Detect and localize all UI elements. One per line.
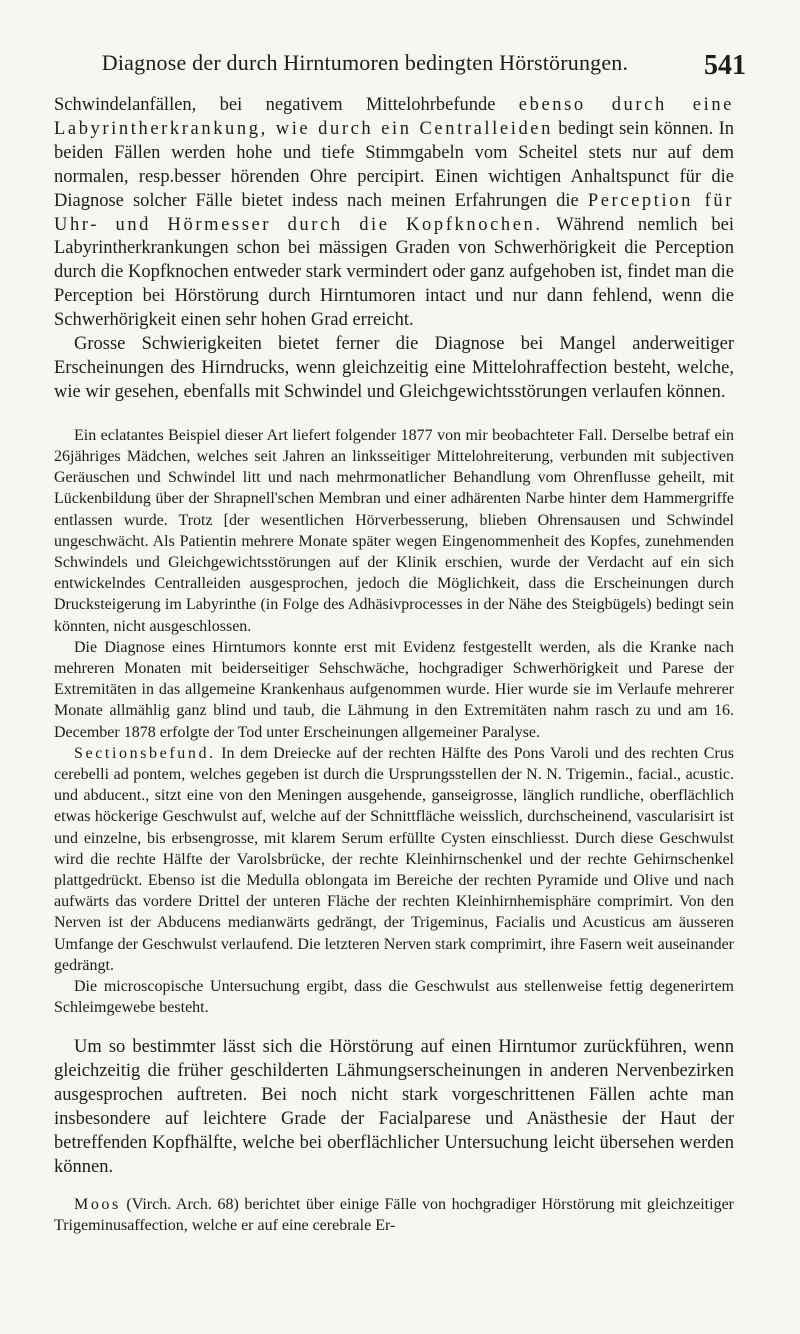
text-run: Um so bestimmter lässt sich die Hörstörung auf einen Hirntumor zurückführen, wenn gleichzeitig die früher geschilderten Lähmungserscheinungen in anderen Nervenbezirken ausgesprochen auftreten. Bei noch nicht stark vorgeschrittenen Fällen achte man insbesondere auf leichtere Grade der Facialparese und Anästhesie der Haut der betreffenden Kopfhälfte, welche bei oberflächlicher Untersuchung leicht übersehen werden können. <box>54 1037 734 1177</box>
running-head <box>54 50 746 84</box>
text-run: Die microscopische Untersuchung ergibt, dass die Geschwulst aus stellenweise fettig degenerirtem Schleimgewebe besteht. <box>54 978 734 1017</box>
paragraph <box>54 333 734 405</box>
paragraph <box>54 743 734 976</box>
text-run: Schwindelanfällen, bei negativem Mittelohrbefunde <box>54 95 519 115</box>
running-title: Diagnose der durch Hirntumoren bedingten Hörstörungen. <box>101 50 629 75</box>
spaced-emphasis: Sectionsbefund. <box>74 744 216 762</box>
text-run: Die Diagnose eines Hirntumors konnte erst mit Evidenz festgestellt werden, als die Kranke nach mehreren Monaten mit beiderseitiger Sehschwäche, hochgradiger Schwerhörigkeit und Parese der Extremitäten in das allgemeine Krankenhaus aufgenommen wurde. Hier wurde sie im Verlaufe mehrerer Monate allmählig ganz blind und taub, die Lähmung in den Extremitäten nahm rasch zu und am 16. December 1878 erfolgte der Tod unter Erscheinungen allgemeiner Paralyse. <box>54 638 734 741</box>
body-text <box>54 94 734 1236</box>
text-run: Ein eclatantes Beispiel dieser Art liefert folgender 1877 von mir beobachteter Fall. Derselbe betraf ein 26jähriges Mädchen, welches seit Jahren an linksseitiger Mittelohreiterung, verbunden mit subjectiven Geräuschen und Schwindel litt und nach mehrmonatlicher Behandlung vom Ohrenflusse geheilt, mit Lückenbildung über der Shrapnell'schen Membran und einer adhärenten Narbe hinter dem Hammergriffe entlassen wurde. Trotz [der wesentlichen Hörverbesserung, blieben Ohrensausen und Schwindel ungeschwächt. Als Patientin mehrere Monate später wegen Eingenommenheit des Kopfes, zunehmenden Schwindels und Gleichgewichtsstörungen auf der Klinik erschien, wurde der Verdacht auf ein sich entwickelndes Centralleiden ausgesprochen, jedoch die Möglichkeit, dass die Erscheinungen durch Drucksteigerung im Labyrinthe (in Folge des Adhäsivprocesses in der Nähe des Steigbügels) bedingt sein könnten, nicht ausgeschlossen. <box>54 426 734 635</box>
paragraph <box>54 1036 734 1179</box>
text-run: In dem Dreiecke auf der rechten Hälfte des Pons Varoli und des rechten Crus cerebelli ad pontem, welches gegeben ist durch die Ursprungsstellen der N. N. Trigemin., facial., acustic. und abducent., sitzt eine von den Meningen ausgehende, ganseigrosse, länglich rundliche, oberflächlich etwas höckerige Geschwulst auf, welche auf der Schnittfläche weisslich, durchscheinend, vascularisirt ist und einzelne, bis erbsengrosse, mit klarem Serum erfüllte Cysten einschliesst. Durch diese Geschwulst wird die rechte Hälfte der Varolsbrücke, der rechte Kleinhirnschenkel und der rechte Gehirnschenkel plattgedrückt. Ebenso ist die Medulla oblongata im Bereiche der rechten Pyramide und Olive und nach aufwärts das vordere Drittel der unteren Fläche der rechten Kleinhirnhemisphäre comprimirt. Von den Nerven ist der Abducens medianwärts gedrängt, der Trigeminus, Facialis und Acusticus am äusseren Umfange der Geschwulst verlaufend. Die letzteren Nerven stark comprimirt, ihre Fasern weit auseinander gedrängt. <box>54 744 734 974</box>
spaced-emphasis: Perception für Uhr- und Hörmesser durch die Kopfknochen. <box>54 190 734 235</box>
text-run: Grosse Schwierigkeiten bietet ferner die Diagnose bei Mangel anderweitiger Erscheinungen des Hirndrucks, wenn gleichzeitig eine Mittelohraffection besteht, welche, wie wir gesehen, ebenfalls mit Schwindel und Gleichgewichtsstörungen verlaufen können. <box>54 334 734 402</box>
text-run: (Virch. Arch. 68) berichtet über einige Fälle von hochgradiger Hörstörung mit gleichzeitiger Trigeminusaffection, welche er auf eine cerebrale Er- <box>54 1195 734 1235</box>
paragraph <box>54 94 734 333</box>
paragraph <box>54 425 734 637</box>
text-run: Während nemlich bei Labyrintherkrankungen schon bei mässigen Graden von Schwerhörigkeit die Perception durch die Kopfknochen entweder stark vermindert oder ganz aufgehoben ist, findet man die Perception bei Hörstörung durch Hirntumoren intact und nur dann fehlend, wenn die Schwerhörigkeit einen sehr hohen Grad erreicht. <box>54 214 734 331</box>
spaced-emphasis: Moos <box>74 1195 121 1213</box>
spaced-emphasis: ebenso durch eine Labyrintherkrankung, wie durch ein Centralleiden <box>54 95 734 139</box>
text-run: bedingt sein können. In beiden Fällen werden hohe und tiefe Stimmgabeln vom Scheitel stets nur auf dem normalen, resp.besser hörenden Ohre percipirt. Einen wichtigen Anhaltspunct für die Diagnose solcher Fälle bietet indess nach meinen Erfahrungen die <box>54 118 734 211</box>
paragraph <box>54 637 734 743</box>
paragraph <box>54 1194 734 1236</box>
paragraph <box>54 976 734 1018</box>
page-number: 541 <box>704 50 746 81</box>
